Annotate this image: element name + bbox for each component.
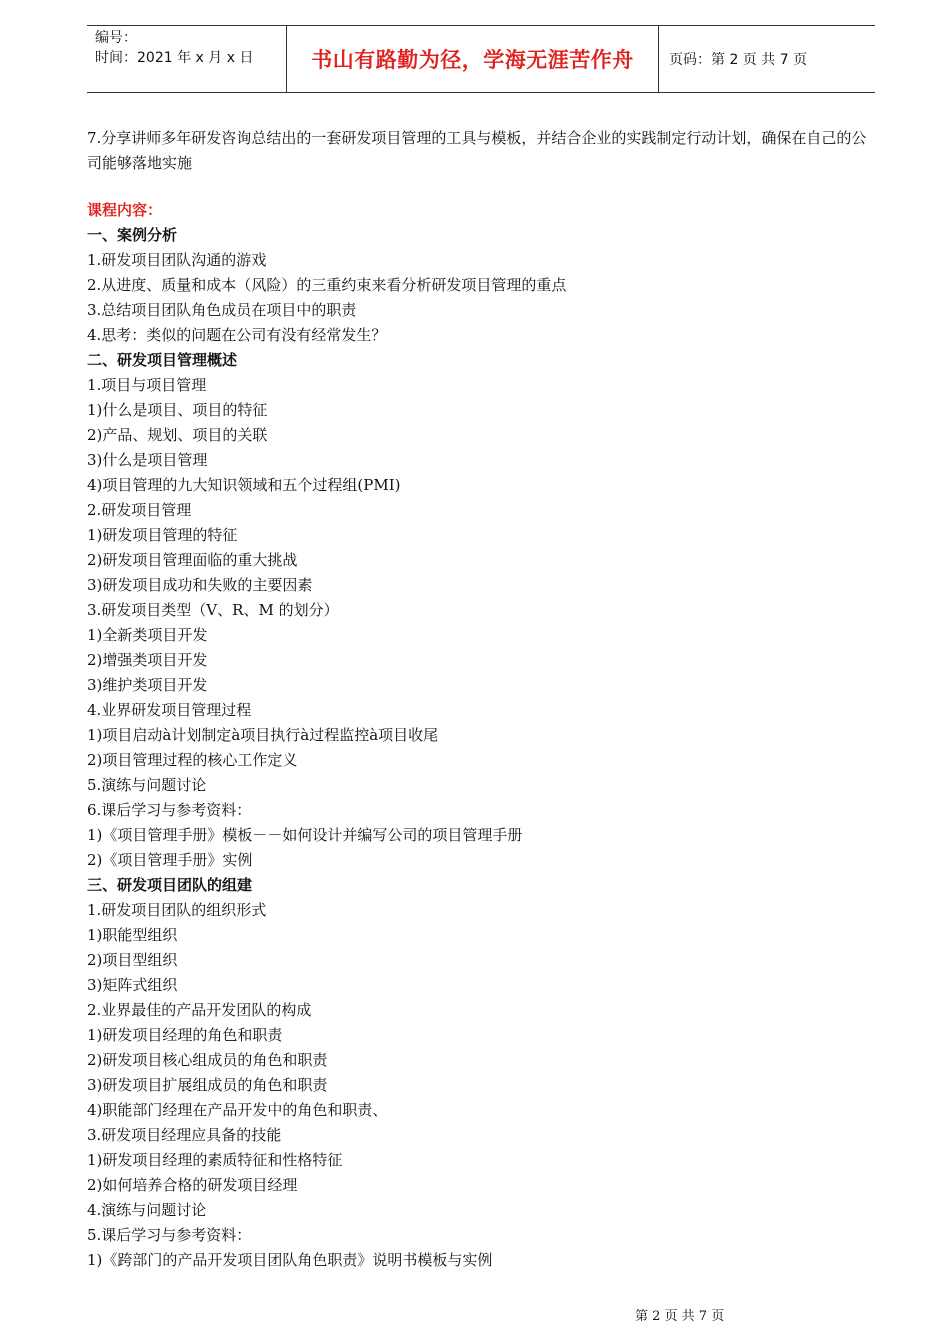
outline-item: 1.研发项目团队的组织形式	[87, 901, 267, 919]
outline-item: 3)什么是项目管理	[87, 451, 208, 469]
outline-item: 1)项目启动à计划制定à项目执行à过程监控à项目收尾	[87, 726, 439, 744]
document-number-label: 编号：	[95, 30, 137, 46]
header-motto-cell	[286, 26, 659, 92]
outline-item: 3)维护类项目开发	[87, 676, 208, 694]
outline-item: 1)职能型组织	[87, 926, 178, 944]
outline-item: 1.研发项目团队沟通的游戏	[87, 251, 267, 269]
outline-item: 2)增强类项目开发	[87, 651, 208, 669]
outline-item: 1)《跨部门的产品开发项目团队角色职责》说明书模板与实例	[87, 1251, 493, 1269]
outline-item: 1)研发项目管理的特征	[87, 526, 238, 544]
outline-item: 3)研发项目成功和失败的主要因素	[87, 576, 313, 594]
page-footer: 第 2 页 共 7 页	[635, 1309, 725, 1324]
course-outline	[87, 223, 877, 1273]
course-content-heading: 课程内容：	[87, 201, 163, 219]
document-body	[87, 126, 877, 1273]
outline-item: 2)研发项目核心组成员的角色和职责	[87, 1051, 328, 1069]
outline-item: 1.项目与项目管理	[87, 376, 207, 394]
outline-item: 4.思考：类似的问题在公司有没有经常发生？	[87, 326, 387, 344]
header-page-cell	[659, 26, 875, 92]
outline-item: 2)研发项目管理面临的重大挑战	[87, 551, 298, 569]
outline-item: 1)研发项目经理的角色和职责	[87, 1026, 283, 1044]
outline-item: 3)矩阵式组织	[87, 976, 178, 994]
outline-item: 1)研发项目经理的素质特征和性格特征	[87, 1151, 343, 1169]
outline-item: 4)职能部门经理在产品开发中的角色和职责、	[87, 1101, 388, 1119]
section-heading: 三、研发项目团队的组建	[87, 876, 253, 894]
section-heading: 一、案例分析	[87, 226, 178, 244]
outline-item: 2)产品、规划、项目的关联	[87, 426, 268, 444]
outline-item: 2)如何培养合格的研发项目经理	[87, 1176, 298, 1194]
header-page-label: 页码：第 2 页 共 7 页	[669, 52, 808, 68]
outline-item: 6.课后学习与参考资料：	[87, 801, 252, 819]
outline-item: 2)项目管理过程的核心工作定义	[87, 751, 298, 769]
outline-item: 1)什么是项目、项目的特征	[87, 401, 268, 419]
outline-item: 1)《项目管理手册》模板－－如何设计并编写公司的项目管理手册	[87, 826, 523, 844]
header-meta	[87, 26, 286, 92]
document-time-label: 时间：2021 年 x 月 x 日	[95, 50, 254, 66]
section-heading: 二、研发项目管理概述	[87, 351, 238, 369]
outline-item: 4)项目管理的九大知识领域和五个过程组(PMI)	[87, 476, 401, 494]
intro-paragraph: 7.分享讲师多年研发咨询总结出的一套研发项目管理的工具与模板，并结合企业的实践制定行动计划，确保在自己的公司能够落地实施	[87, 129, 867, 172]
outline-item: 1)全新类项目开发	[87, 626, 208, 644]
outline-item: 2.从进度、质量和成本（风险）的三重约束来看分析研发项目管理的重点	[87, 276, 567, 294]
outline-item: 4.业界研发项目管理过程	[87, 701, 252, 719]
header-motto: 书山有路勤为径，学海无涯苦作舟	[311, 48, 634, 72]
outline-item: 2)项目型组织	[87, 951, 178, 969]
outline-item: 2.业界最佳的产品开发团队的构成	[87, 1001, 312, 1019]
outline-item: 3.研发项目类型（V、R、M 的划分）	[87, 601, 339, 619]
outline-item: 5.课后学习与参考资料：	[87, 1226, 252, 1244]
outline-item: 3.总结项目团队角色成员在项目中的职责	[87, 301, 357, 319]
outline-item: 2.研发项目管理	[87, 501, 192, 519]
outline-item: 2)《项目管理手册》实例	[87, 851, 253, 869]
outline-item: 3.研发项目经理应具备的技能	[87, 1126, 282, 1144]
document-header	[87, 25, 875, 93]
outline-item: 5.演练与问题讨论	[87, 776, 207, 794]
outline-item: 3)研发项目扩展组成员的角色和职责	[87, 1076, 328, 1094]
outline-item: 4.演练与问题讨论	[87, 1201, 207, 1219]
